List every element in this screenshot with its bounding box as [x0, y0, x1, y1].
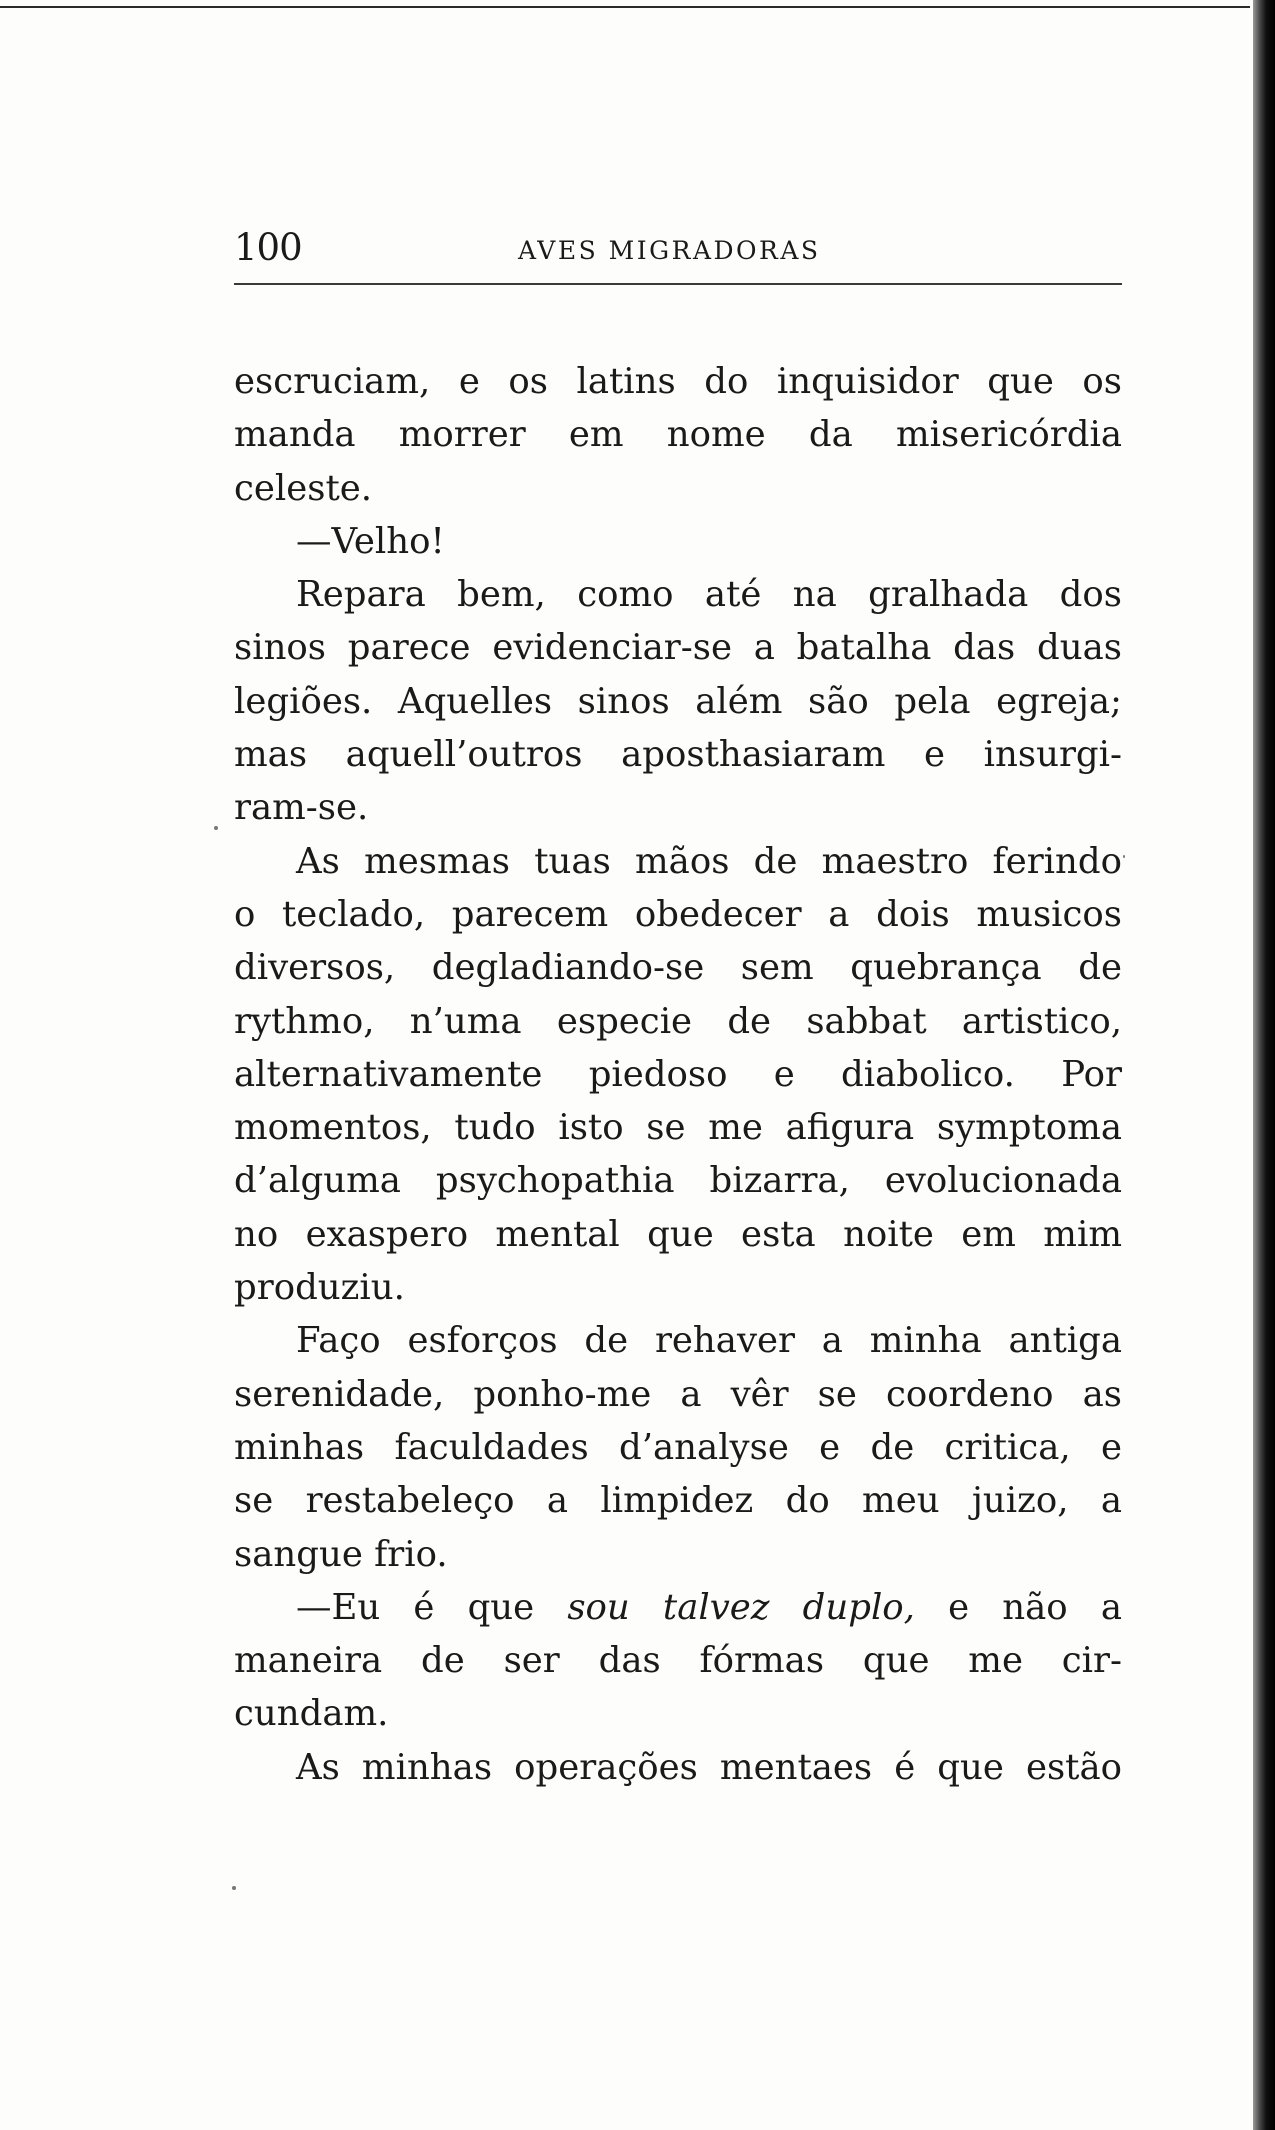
page-header [234, 212, 1122, 272]
text-line: manda morrer em nome da misericórdia [234, 414, 1122, 456]
text-line: ram-se. [234, 787, 369, 829]
text-line: celeste. [234, 467, 373, 509]
text-line: serenidade, ponho-me a vêr se coordeno as [234, 1373, 1122, 1415]
paper-speck [1123, 855, 1125, 858]
text-line: mas aquell’outros aposthasiaram e insurgi- [234, 734, 1122, 776]
text-line: diversos, degladiando-se sem quebrança de [234, 947, 1122, 989]
text-line: Repara bem, como até na gralhada dos [296, 574, 1122, 616]
text-line: —Velho! [296, 520, 445, 562]
text-line: As mesmas tuas mãos de maestro ferindo [296, 840, 1122, 882]
page-number: 100 [234, 226, 302, 269]
text-line: Faço esforços de rehaver a minha antiga [296, 1320, 1122, 1362]
paper-speck [214, 826, 218, 830]
text-line: minhas faculdades d’analyse e de critica, e [234, 1426, 1122, 1468]
text-line: As minhas operações mentaes é que estão [296, 1746, 1122, 1788]
text-line-with-emphasis [234, 1581, 1122, 1634]
page-binding-edge [1253, 0, 1275, 2130]
header-rule [234, 283, 1122, 285]
body-text [234, 355, 1122, 1794]
text-line: rythmo, n’uma especie de sabbat artistico, [234, 1000, 1122, 1042]
text-line: o teclado, parecem obedecer a dois musicos [234, 893, 1122, 935]
text-line: sangue frio. [234, 1533, 448, 1575]
text-line: maneira de ser das fórmas que me cir- [234, 1640, 1122, 1682]
text-line: momentos, tudo isto se me afigura symptoma [234, 1107, 1122, 1149]
text-line: produziu. [234, 1267, 405, 1309]
text-line: se restabeleço a limpidez do meu juizo, a [234, 1480, 1122, 1522]
line-text-before: —Eu é que [296, 1586, 568, 1628]
text-line: sinos parece evidenciar-se a batalha das duas [234, 627, 1122, 669]
top-edge-rule [0, 6, 1250, 8]
paper-speck [232, 1886, 236, 1890]
emphasized-text: sou talvez duplo, [567, 1586, 915, 1628]
text-line: legiões. Aquelles sinos além são pela egreja; [234, 680, 1122, 722]
text-line: alternativamente piedoso e diabolico. Por [234, 1053, 1122, 1095]
line-text-after: e não a [914, 1586, 1122, 1628]
text-line: d’alguma psychopathia bizarra, evolucionada [234, 1160, 1122, 1202]
text-line: no exaspero mental que esta noite em mim [234, 1213, 1122, 1255]
running-title: AVES MIGRADORAS [518, 236, 821, 265]
text-line: escruciam, e os latins do inquisidor que os [234, 361, 1122, 402]
text-line: cundam. [234, 1693, 389, 1735]
